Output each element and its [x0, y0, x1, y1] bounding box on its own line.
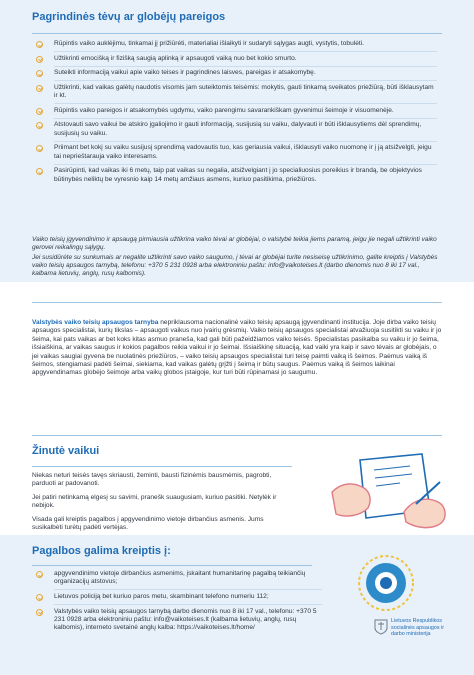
check-icon — [36, 41, 43, 48]
check-icon — [36, 56, 43, 63]
check-icon — [36, 168, 43, 175]
duty-item: Užtikrinti emocišką ir fizišką saugią aplinką ir apsaugoti vaiką nuo bet kokio smurto. — [32, 55, 437, 63]
check-icon — [36, 609, 43, 616]
duty-item: Rūpintis vaiko auklėjimu, tinkamai jį prižiūrėti, materialiai išlaikyti ir sudaryti sąlygas augti, vystytis, tobulėti. — [32, 40, 437, 48]
ministry-emblem-icon — [356, 553, 416, 613]
duties-rule — [32, 33, 442, 34]
child-message-p1: Niekas neturi teisės tavęs skriausti, žeminti, bausti fizinėmis bausmėmis, pagrobti, parduoti ar padovanoti. — [32, 472, 272, 488]
child-message-title: Žinutė vaikui — [32, 445, 100, 457]
writing-hand-illustration — [330, 452, 450, 530]
duty-item: Priimant bet kokį su vaiku susijusį sprendimą vadovautis tuo, kas geriausia vaikui, išklausyti vaiko nuomonę ir į ją atsižvelgti, jeigu tai neprieštarauja vaiko interesams. — [32, 144, 437, 161]
agency-name: Valstybės vaiko teisių apsaugos tarnyba — [32, 319, 159, 326]
ministry-name: Lietuvos Respublikos socialinės apsaugos ir darbo ministerija — [391, 618, 445, 638]
duty-item: Užtikrinti, kad vaikas galėtų naudotis visomis jam suteiktomis teisėmis: mokytis, gauti tinkamą sveikatos priežiūrą, būti išklausytam ir kt. — [32, 84, 437, 101]
duties-title: Pagrindinės tėvų ar globėjų pareigos — [32, 11, 226, 23]
duty-item: Rūpintis vaiko pareigos ir atsakomybės ugdymu, vaiko parengimu savarankiškam gyvenimui šeimoje ir visuomenėje. — [32, 107, 437, 115]
check-icon — [36, 122, 43, 129]
duties-note-1: Vaiko teisių įgyvendinimo ir apsaugą pirmiausia užtikrina vaiko tėvai ar globėjai, o valstybė teikia jiems paramą, jeigu jie negali užtikrinti vaiko gerovei reikalingų sąlygų. — [32, 236, 437, 252]
check-icon — [36, 108, 43, 115]
help-item: Lietuvos policiją bet kuriuo paros metu, skambinant telefono numeriu 112; — [32, 593, 322, 601]
help-item: apgyvendinimo vietoje dirbančius asmenims, įskaitant humanitarinę pagalbą teikiančių organizacijų atstovus; — [32, 570, 322, 587]
duty-item: Pasirūpinti, kad vaikas iki 6 metų, taip pat vaikas su negalia, atsižvelgiant į jo specialiuosius poreikius ir brandą, be objektyvios būtinybės neliktų be vyresnio kaip 14 metų amžiaus asmens, kuriuo pasitikima, priežiūros. — [32, 167, 437, 184]
child-message-p3: Visada gali kreiptis pagalbos į apgyvendinimo vietoje dirbančius asmenis. Jums susikalbėti turėtų padėti vertėjas. — [32, 516, 264, 532]
duties-list — [32, 40, 437, 187]
child-message-rule — [32, 466, 292, 467]
check-icon — [36, 70, 43, 77]
help-section — [0, 535, 474, 675]
divider — [32, 435, 442, 436]
help-title: Pagalbos galima kreiptis į: — [32, 545, 171, 557]
duty-item: Suteikti informaciją vaikui apie vaiko teises ir pagrindines laisves, pareigas ir atsakomybę. — [32, 69, 437, 77]
help-list — [32, 570, 322, 635]
divider — [32, 302, 442, 303]
check-icon — [36, 594, 43, 601]
check-icon — [36, 571, 43, 578]
agency-paragraph: Valstybės vaiko teisių apsaugos tarnyba nepriklausoma nacionalinė vaiko teisių apsaugą įgyvendinanti institucija. Joje dirba vaiko teisių apsaugos specialistai, kurių tikslas – apsaugoti vaikus nuo įvairių grėsmių. Vaiko teisių apsaugos specialistai atvažiuoja susitikti su vaiku ir jo šeima, kai pats vaikas ar bet koks kitas asmuo praneša, kad gali būti pažeidžiamos vaiko teisės. Specialistas pasikalba su vaiku ir jo šeima, išsiaiškina, ar vaikas saugus ir kokios pagalbos reikia vaikui ir jo šeimai. Išsiaiškinę situaciją, kad vaiki yra kaip ir savo tėvais ar globėjais, o jei vaikas saugiai gyvena be nuolatinės priežiūros, – vaiko teisių apsaugos specialistai turi teisę paimti vaiką iš šeimos. Paėmus vaiką iš šeimos, stengiamasi padėti šeimai, siekiama, kad vaikas galėtų grįžti į šeimą ir būtų saugus. Paėmus vaiką iš šeimos laikinai apgyvendinamas globėjo šeimoje arba vaikų globos įstaigoje, kur turi būti rūpinamasi jo saugumu. — [32, 319, 442, 377]
duty-item: Atstovauti savo vaikui be atskiro įgaliojimo ir gauti informaciją, susijusią su vaiku, dalyvauti ir būti išklausytiems dėl sprendimų, susijusių su vaiku. — [32, 121, 437, 138]
duties-note-2: Jei susidūrėte su sunkumais ar negalite užtikrinti savo vaiko saugumo, į tėvai ar globėjai turite nesiseisę užtikrinimo, galite kreiptis į Valstybės vaiko teisių apsaugos tarnybą, telefonu: +370 5 231 0928 arba elektroniniu paštu: info@vaikoteises.lt (darbo dienomis nuo 8 iki 17 val., kalbama lietuvių, anglų, rusų kalbomis). — [32, 254, 438, 278]
help-rule — [32, 565, 312, 566]
help-item: Valstybės vaiko teisių apsaugos tarnybą darbo dienomis nuo 8 iki 17 val., telefonu: +370 5 231 0928 arba elektroniniu paštu: info@vaikoteises.lt (kalbama lietuvių, anglų, rusų kalbomis), interneto svetainė anglų kalba: https://vaikoteises.lt/home/ — [32, 608, 322, 633]
duties-section — [0, 0, 474, 282]
check-icon — [36, 145, 43, 152]
child-message-p2: Jei patiri netinkamą elgesį su savimi, pranešk suaugusiam, kuriuo pasitiki. Netylėk ir nebijok. — [32, 494, 277, 510]
coat-of-arms-icon — [374, 619, 388, 635]
check-icon — [36, 85, 43, 92]
